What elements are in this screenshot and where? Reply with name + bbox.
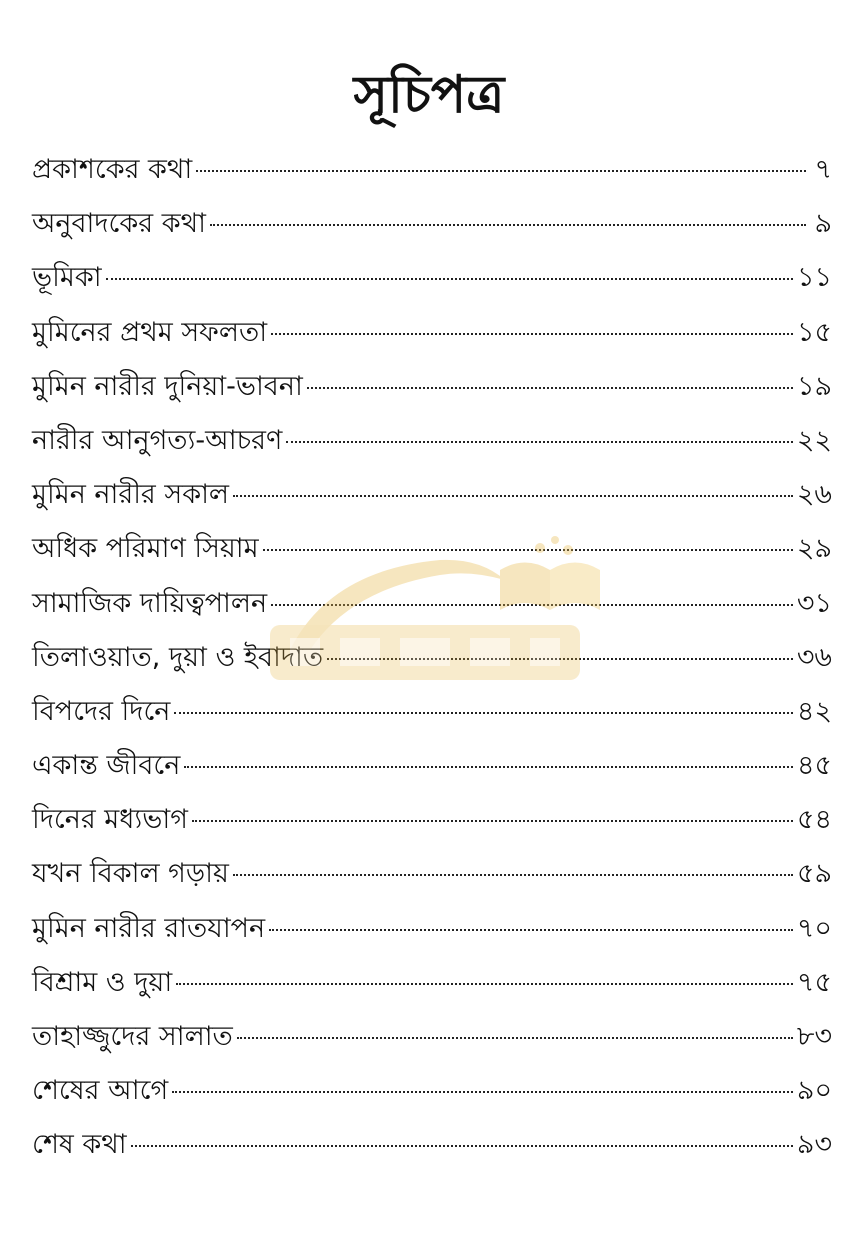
entry-title: সামাজিক দায়িত্বপালন [32, 587, 268, 619]
entry-page-number: ১৯ [796, 370, 832, 402]
entry-title: অধিক পরিমাণ সিয়াম [32, 533, 259, 565]
entry-title: প্রকাশকের কথা [32, 154, 193, 185]
entry-title: তিলাওয়াত, দুয়া ও ইবাদাত [32, 641, 324, 673]
entry-title: একান্ত জীবনে [32, 750, 181, 782]
toc-entry [32, 1010, 832, 1064]
dot-leader [271, 604, 793, 606]
entry-title: অনুবাদকের কথা [32, 208, 206, 240]
table-of-contents [32, 143, 832, 1173]
toc-entry [32, 360, 832, 414]
entry-title: যখন বিকাল গড়ায় [32, 858, 229, 890]
dot-leader [327, 658, 793, 660]
entry-page-number: ৭০ [796, 912, 832, 944]
page-title: সূচিপত্র [353, 64, 505, 125]
entry-page-number: ৩১ [796, 587, 832, 619]
dot-leader [131, 1145, 793, 1147]
dot-leader [192, 820, 793, 822]
entry-page-number: ২৯ [796, 533, 832, 565]
dot-leader [210, 224, 806, 226]
entry-page-number: ৯ [814, 208, 832, 240]
entry-page-number: ২২ [796, 424, 832, 456]
entry-title: দিনের মধ্যভাগ [32, 804, 188, 836]
entry-page-number: ৭ [814, 154, 832, 185]
dot-leader [237, 1037, 793, 1039]
toc-entry [32, 685, 832, 739]
toc-entry [32, 739, 832, 793]
toc-entry [32, 143, 832, 197]
toc-entry [32, 1064, 832, 1118]
toc-entry [32, 793, 832, 847]
dot-leader [286, 441, 793, 443]
dot-leader [172, 1091, 793, 1093]
dot-leader [106, 278, 793, 280]
entry-page-number: ৪২ [796, 695, 832, 727]
entry-title: তাহাজ্জুদের সালাত [32, 1021, 233, 1052]
entry-page-number: ৫৯ [796, 858, 832, 890]
dot-leader [196, 170, 806, 172]
entry-page-number: ৭৫ [796, 966, 832, 998]
toc-entry [32, 631, 832, 685]
toc-entry [32, 847, 832, 901]
entry-title: ভূমিকা [32, 262, 102, 294]
toc-entry [32, 522, 832, 576]
dot-leader [233, 495, 793, 497]
entry-page-number: ৩৬ [796, 641, 832, 673]
dot-leader [174, 712, 793, 714]
entry-page-number: ২৬ [796, 479, 832, 511]
toc-entry [32, 1118, 832, 1172]
entry-page-number: ৪৫ [796, 750, 832, 782]
entry-title: মুমিন নারীর সকাল [32, 479, 230, 511]
dot-leader [263, 549, 793, 551]
entry-page-number: ১১ [796, 262, 832, 294]
entry-page-number: ১৫ [796, 316, 832, 348]
entry-page-number: ৯৩ [796, 1129, 832, 1161]
entry-title: শেষের আগে [32, 1075, 169, 1107]
dot-leader [184, 766, 793, 768]
entry-title: নারীর আনুগত্য-আচরণ [32, 424, 283, 456]
entry-page-number: ৮৩ [796, 1021, 832, 1052]
entry-title: মুমিন নারীর রাতযাপন [32, 912, 266, 944]
entry-title: শেষ কথা [32, 1129, 127, 1161]
entry-page-number: ৫৪ [796, 804, 832, 836]
entry-title: বিশ্রাম ও দুয়া [32, 966, 173, 998]
entry-title: বিপদের দিনে [32, 695, 171, 727]
entry-title: মুমিন নারীর দুনিয়া-ভাবনা [32, 370, 303, 402]
dot-leader [176, 983, 793, 985]
toc-entry [32, 902, 832, 956]
toc-entry [32, 306, 832, 360]
dot-leader [233, 874, 793, 876]
entry-title: মুমিনের প্রথম সফলতা [32, 316, 268, 348]
dot-leader [269, 929, 793, 931]
toc-entry [32, 577, 832, 631]
toc-entry [32, 197, 832, 251]
toc-entry [32, 414, 832, 468]
entry-page-number: ৯০ [796, 1075, 832, 1107]
dot-leader [271, 333, 793, 335]
toc-entry [32, 956, 832, 1010]
dot-leader [307, 387, 793, 389]
toc-entry [32, 251, 832, 305]
toc-entry [32, 468, 832, 522]
